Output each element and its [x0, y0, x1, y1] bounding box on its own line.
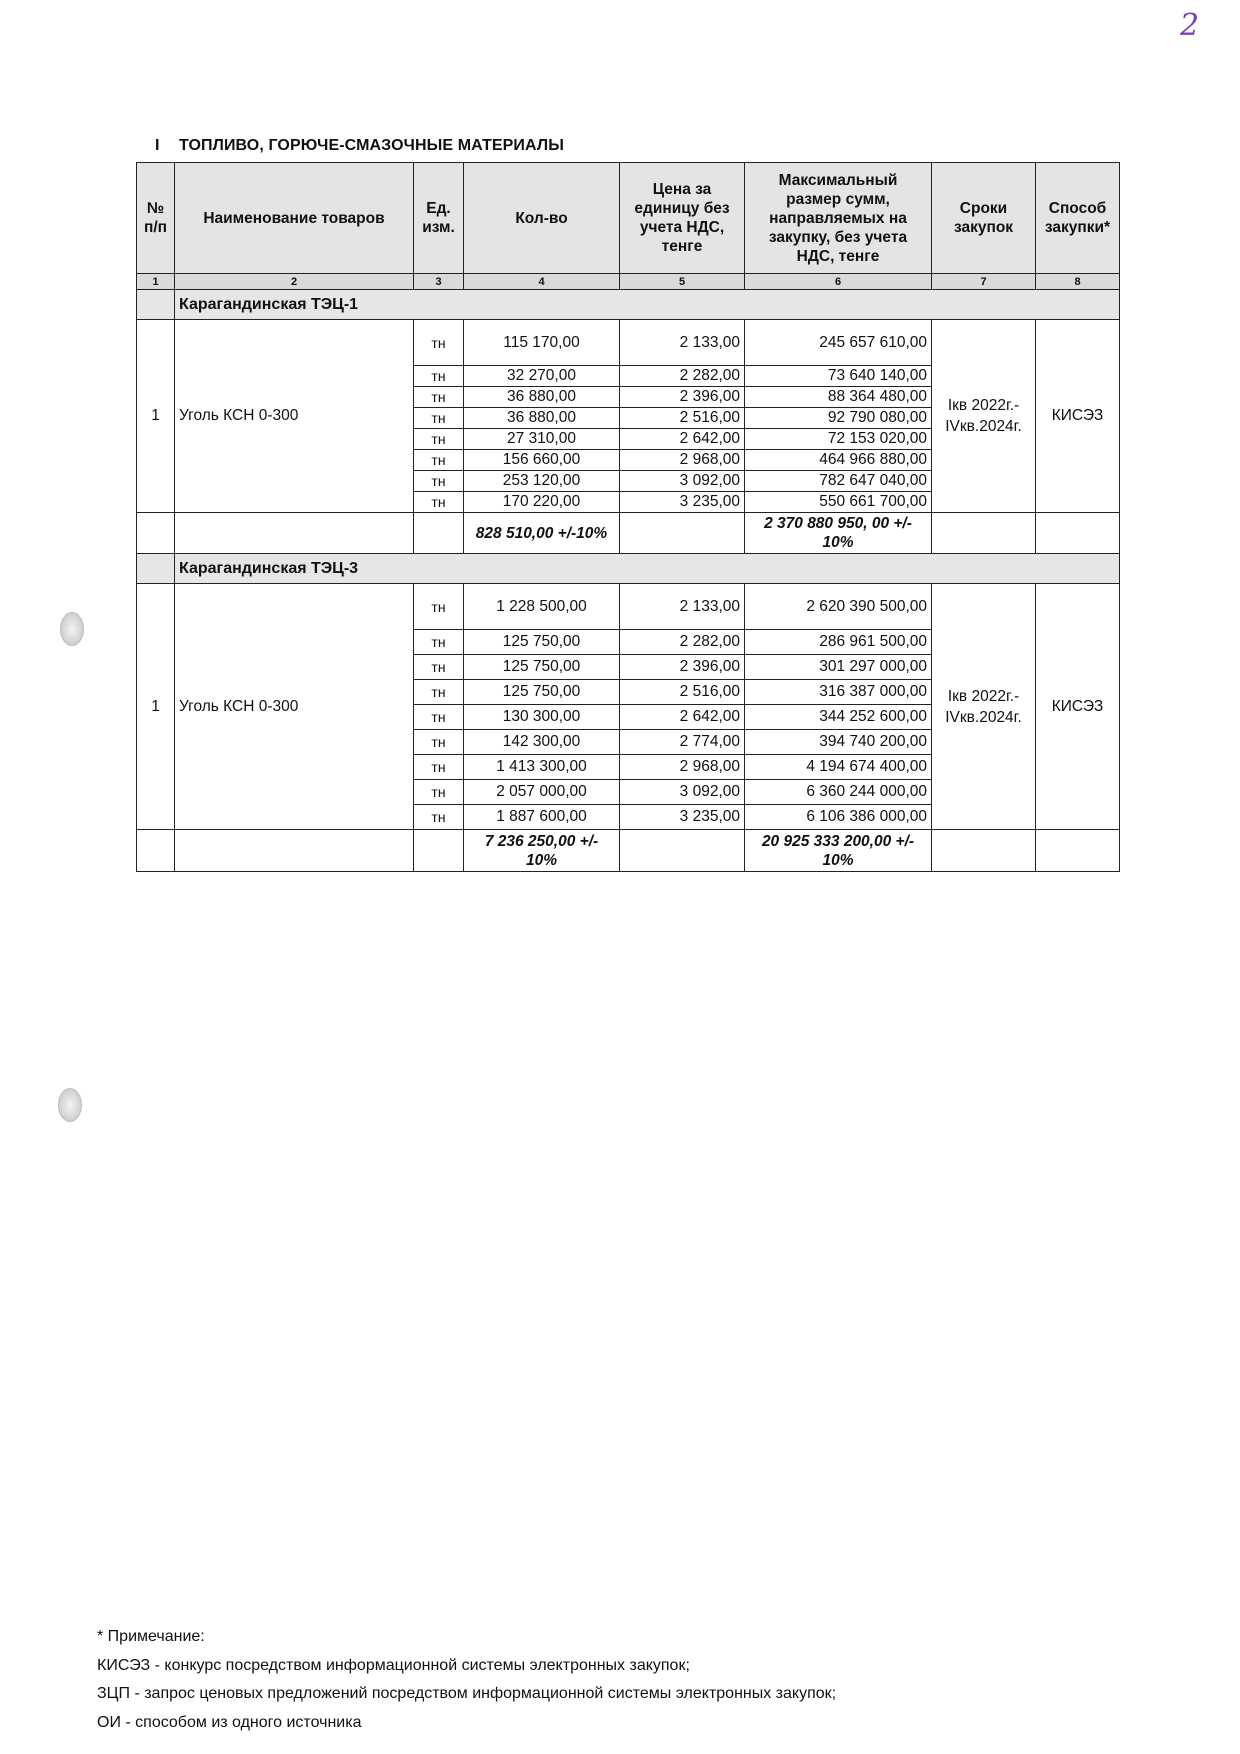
table-row	[137, 584, 1120, 630]
group-spacer	[137, 554, 175, 584]
total-quantity: 7 236 250,00 +/- 10%	[464, 830, 620, 872]
total-sum: 20 925 333 200,00 +/- 10%	[745, 830, 932, 872]
group-name: Карагандинская ТЭЦ-3	[175, 554, 1120, 584]
column-number: 1	[137, 274, 175, 290]
note-line: ОИ - способом из одного источника	[97, 1713, 362, 1731]
quantity-cell: 115 170,00	[464, 320, 620, 366]
note-heading: * Примечание:	[97, 1628, 205, 1645]
quantity-cell: 125 750,00	[464, 680, 620, 705]
total-quantity: 828 510,00 +/-10%	[464, 513, 620, 554]
unit-cell: тн	[414, 366, 464, 387]
price-cell: 3 235,00	[620, 492, 745, 513]
unit-cell: тн	[414, 492, 464, 513]
total-empty	[620, 830, 745, 872]
note-line: КИСЭЗ - конкурс посредством информационной системы электронных закупок;	[97, 1656, 690, 1674]
price-cell: 3 092,00	[620, 471, 745, 492]
punch-hole	[60, 612, 84, 646]
price-cell: 2 968,00	[620, 450, 745, 471]
column-number: 4	[464, 274, 620, 290]
item-name: Уголь КСН 0-300	[175, 320, 414, 513]
method-cell: КИСЭЗ	[1036, 584, 1120, 830]
header-sum: Максимальный размер сумм, направляемых на закупку, без учета НДС, тенге	[745, 163, 932, 274]
price-cell: 2 516,00	[620, 408, 745, 429]
group-name: Карагандинская ТЭЦ-1	[175, 290, 1120, 320]
header-name: Наименование товаров	[175, 163, 414, 274]
item-name: Уголь КСН 0-300	[175, 584, 414, 830]
total-row	[137, 513, 1120, 554]
group-row	[137, 290, 1120, 320]
unit-cell: тн	[414, 705, 464, 730]
unit-cell: тн	[414, 630, 464, 655]
table-row	[137, 320, 1120, 366]
column-number-row	[137, 274, 1120, 290]
quantity-cell: 170 220,00	[464, 492, 620, 513]
procurement-table	[136, 162, 1120, 872]
period-cell: Iкв 2022г.- IVкв.2024г.	[932, 584, 1036, 830]
sum-cell: 344 252 600,00	[745, 705, 932, 730]
total-empty	[137, 513, 175, 554]
column-number: 2	[175, 274, 414, 290]
total-row	[137, 830, 1120, 872]
section-roman-numeral: I	[155, 137, 160, 154]
column-number: 8	[1036, 274, 1120, 290]
quantity-cell: 2 057 000,00	[464, 780, 620, 805]
total-empty	[1036, 513, 1120, 554]
total-empty	[932, 513, 1036, 554]
total-sum: 2 370 880 950, 00 +/- 10%	[745, 513, 932, 554]
total-empty	[175, 513, 414, 554]
price-cell: 2 396,00	[620, 387, 745, 408]
unit-cell: тн	[414, 429, 464, 450]
sum-cell: 6 106 386 000,00	[745, 805, 932, 830]
price-cell: 2 133,00	[620, 320, 745, 366]
unit-cell: тн	[414, 450, 464, 471]
quantity-cell: 130 300,00	[464, 705, 620, 730]
header-unit: Ед. изм.	[414, 163, 464, 274]
sum-cell: 6 360 244 000,00	[745, 780, 932, 805]
unit-cell: тн	[414, 805, 464, 830]
total-empty	[414, 513, 464, 554]
column-number: 6	[745, 274, 932, 290]
header-num: № п/п	[137, 163, 175, 274]
unit-cell: тн	[414, 471, 464, 492]
price-cell: 3 092,00	[620, 780, 745, 805]
item-number: 1	[137, 320, 175, 513]
quantity-cell: 125 750,00	[464, 655, 620, 680]
page-number: 2	[1180, 8, 1200, 43]
quantity-cell: 1 228 500,00	[464, 584, 620, 630]
total-empty	[137, 830, 175, 872]
sum-cell: 4 194 674 400,00	[745, 755, 932, 780]
unit-cell: тн	[414, 780, 464, 805]
quantity-cell: 125 750,00	[464, 630, 620, 655]
quantity-cell: 1 413 300,00	[464, 755, 620, 780]
unit-cell: тн	[414, 755, 464, 780]
sum-cell: 245 657 610,00	[745, 320, 932, 366]
price-cell: 2 396,00	[620, 655, 745, 680]
unit-cell: тн	[414, 320, 464, 366]
quantity-cell: 142 300,00	[464, 730, 620, 755]
group-row	[137, 554, 1120, 584]
sum-cell: 72 153 020,00	[745, 429, 932, 450]
sum-cell: 73 640 140,00	[745, 366, 932, 387]
total-empty	[414, 830, 464, 872]
price-cell: 2 282,00	[620, 366, 745, 387]
method-cell: КИСЭЗ	[1036, 320, 1120, 513]
sum-cell: 301 297 000,00	[745, 655, 932, 680]
total-empty	[175, 830, 414, 872]
quantity-cell: 253 120,00	[464, 471, 620, 492]
header-price: Цена за единицу без учета НДС, тенге	[620, 163, 745, 274]
section-title: ТОПЛИВО, ГОРЮЧЕ-СМАЗОЧНЫЕ МАТЕРИАЛЫ	[179, 137, 564, 154]
column-number: 7	[932, 274, 1036, 290]
group-spacer	[137, 290, 175, 320]
quantity-cell: 36 880,00	[464, 387, 620, 408]
unit-cell: тн	[414, 655, 464, 680]
sum-cell: 92 790 080,00	[745, 408, 932, 429]
quantity-cell: 32 270,00	[464, 366, 620, 387]
header-qty: Кол-во	[464, 163, 620, 274]
price-cell: 2 516,00	[620, 680, 745, 705]
quantity-cell: 156 660,00	[464, 450, 620, 471]
quantity-cell: 1 887 600,00	[464, 805, 620, 830]
quantity-cell: 36 880,00	[464, 408, 620, 429]
header-row	[137, 163, 1120, 274]
footnotes	[97, 1623, 836, 1737]
price-cell: 2 774,00	[620, 730, 745, 755]
total-empty	[1036, 830, 1120, 872]
sum-cell: 782 647 040,00	[745, 471, 932, 492]
total-empty	[932, 830, 1036, 872]
sum-cell: 550 661 700,00	[745, 492, 932, 513]
item-number: 1	[137, 584, 175, 830]
note-line: ЗЦП - запрос ценовых предложений посредством информационной системы электронных закупок;	[97, 1685, 837, 1702]
sum-cell: 286 961 500,00	[745, 630, 932, 655]
quantity-cell: 27 310,00	[464, 429, 620, 450]
price-cell: 2 133,00	[620, 584, 745, 630]
unit-cell: тн	[414, 680, 464, 705]
header-period: Сроки закупок	[932, 163, 1036, 274]
unit-cell: тн	[414, 730, 464, 755]
total-empty	[620, 513, 745, 554]
unit-cell: тн	[414, 584, 464, 630]
column-number: 3	[414, 274, 464, 290]
sum-cell: 316 387 000,00	[745, 680, 932, 705]
sum-cell: 2 620 390 500,00	[745, 584, 932, 630]
unit-cell: тн	[414, 387, 464, 408]
price-cell: 2 282,00	[620, 630, 745, 655]
price-cell: 2 968,00	[620, 755, 745, 780]
column-number: 5	[620, 274, 745, 290]
sum-cell: 394 740 200,00	[745, 730, 932, 755]
price-cell: 3 235,00	[620, 805, 745, 830]
price-cell: 2 642,00	[620, 429, 745, 450]
header-method: Способ закупки*	[1036, 163, 1120, 274]
price-cell: 2 642,00	[620, 705, 745, 730]
sum-cell: 88 364 480,00	[745, 387, 932, 408]
period-cell: Iкв 2022г.- IVкв.2024г.	[932, 320, 1036, 513]
unit-cell: тн	[414, 408, 464, 429]
sum-cell: 464 966 880,00	[745, 450, 932, 471]
punch-hole	[58, 1088, 82, 1122]
section-heading	[155, 137, 564, 155]
